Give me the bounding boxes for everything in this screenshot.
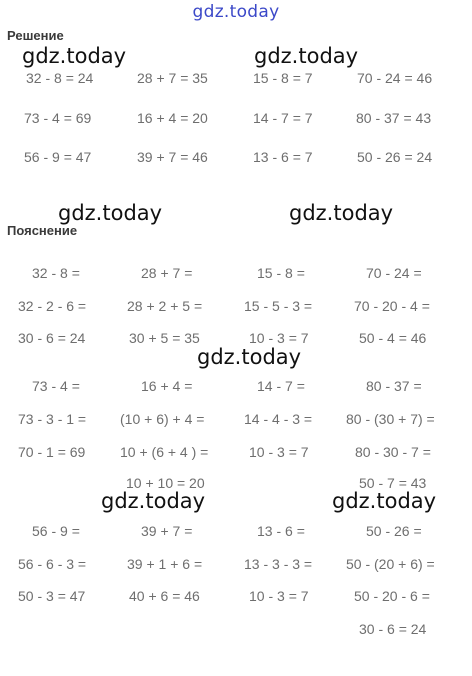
explanation-line: 30 - 6 = 24: [359, 621, 427, 637]
explanation-line: 50 - (20 + 6) =: [346, 556, 435, 572]
watermark: gdz.today: [197, 345, 302, 369]
explanation-line: 28 + 2 + 5 =: [127, 298, 203, 314]
explanation-line: 73 - 3 - 1 =: [18, 411, 87, 427]
explanation-line: 10 - 3 = 7: [249, 330, 309, 346]
explanation-line: 70 - 1 = 69: [18, 444, 86, 460]
explanation-line: 14 - 7 =: [257, 378, 305, 394]
explanation-line: 16 + 4 =: [141, 378, 193, 394]
explanation-line: 56 - 9 =: [32, 523, 80, 539]
explanation-line: 50 - 7 = 43: [359, 475, 427, 491]
explanation-heading: Пояснение: [7, 223, 78, 238]
explanation-line: 40 + 6 = 46: [129, 588, 200, 604]
explanation-line: 80 - 30 - 7 =: [355, 444, 431, 460]
solution-equation: 50 - 26 = 24: [357, 149, 433, 165]
explanation-line: 10 + 10 = 20: [126, 475, 205, 491]
explanation-line: 50 - 4 = 46: [359, 330, 427, 346]
explanation-line: 73 - 4 =: [32, 378, 80, 394]
solution-equation: 16 + 4 = 20: [137, 110, 208, 126]
explanation-line: 56 - 6 - 3 =: [18, 556, 87, 572]
explanation-line: 39 + 1 + 6 =: [127, 556, 203, 572]
explanation-line: 70 - 24 =: [366, 265, 422, 281]
solution-equation: 28 + 7 = 35: [137, 70, 208, 86]
solution-equation: 13 - 6 = 7: [253, 149, 313, 165]
solution-equation: 14 - 7 = 7: [253, 110, 313, 126]
explanation-line: 10 + (6 + 4 ) =: [120, 444, 209, 460]
explanation-line: (10 + 6) + 4 =: [120, 411, 205, 427]
solution-heading: Решение: [7, 28, 64, 43]
watermark: gdz.today: [254, 44, 359, 68]
solution-equation: 32 - 8 = 24: [26, 70, 94, 86]
solution-equation: 39 + 7 = 46: [137, 149, 208, 165]
explanation-line: 50 - 20 - 6 =: [354, 588, 430, 604]
watermark: gdz.today: [22, 44, 127, 68]
explanation-line: 50 - 26 =: [366, 523, 422, 539]
explanation-line: 13 - 6 =: [257, 523, 305, 539]
explanation-line: 15 - 5 - 3 =: [244, 298, 313, 314]
explanation-line: 50 - 3 = 47: [18, 588, 86, 604]
solution-equation: 15 - 8 = 7: [253, 70, 313, 86]
solution-equation: 80 - 37 = 43: [356, 110, 432, 126]
solution-equation: 56 - 9 = 47: [24, 149, 92, 165]
explanation-line: 30 - 6 = 24: [18, 330, 86, 346]
explanation-line: 32 - 2 - 6 =: [18, 298, 87, 314]
explanation-line: 80 - 37 =: [366, 378, 422, 394]
solution-equation: 73 - 4 = 69: [24, 110, 92, 126]
watermark: gdz.today: [289, 201, 394, 225]
watermark: gdz.today: [101, 489, 206, 513]
explanation-line: 10 - 3 = 7: [249, 588, 309, 604]
explanation-line: 13 - 3 - 3 =: [244, 556, 313, 572]
explanation-line: 15 - 8 =: [257, 265, 305, 281]
header-watermark: gdz.today: [192, 2, 280, 22]
explanation-line: 39 + 7 =: [141, 523, 193, 539]
explanation-line: 10 - 3 = 7: [249, 444, 309, 460]
watermark: gdz.today: [58, 201, 163, 225]
explanation-line: 32 - 8 =: [32, 265, 80, 281]
explanation-line: 70 - 20 - 4 =: [354, 298, 430, 314]
explanation-line: 30 + 5 = 35: [129, 330, 200, 346]
watermark: gdz.today: [332, 489, 437, 513]
explanation-line: 14 - 4 - 3 =: [244, 411, 313, 427]
explanation-line: 28 + 7 =: [141, 265, 193, 281]
solution-equation: 70 - 24 = 46: [357, 70, 433, 86]
explanation-line: 80 - (30 + 7) =: [346, 411, 435, 427]
